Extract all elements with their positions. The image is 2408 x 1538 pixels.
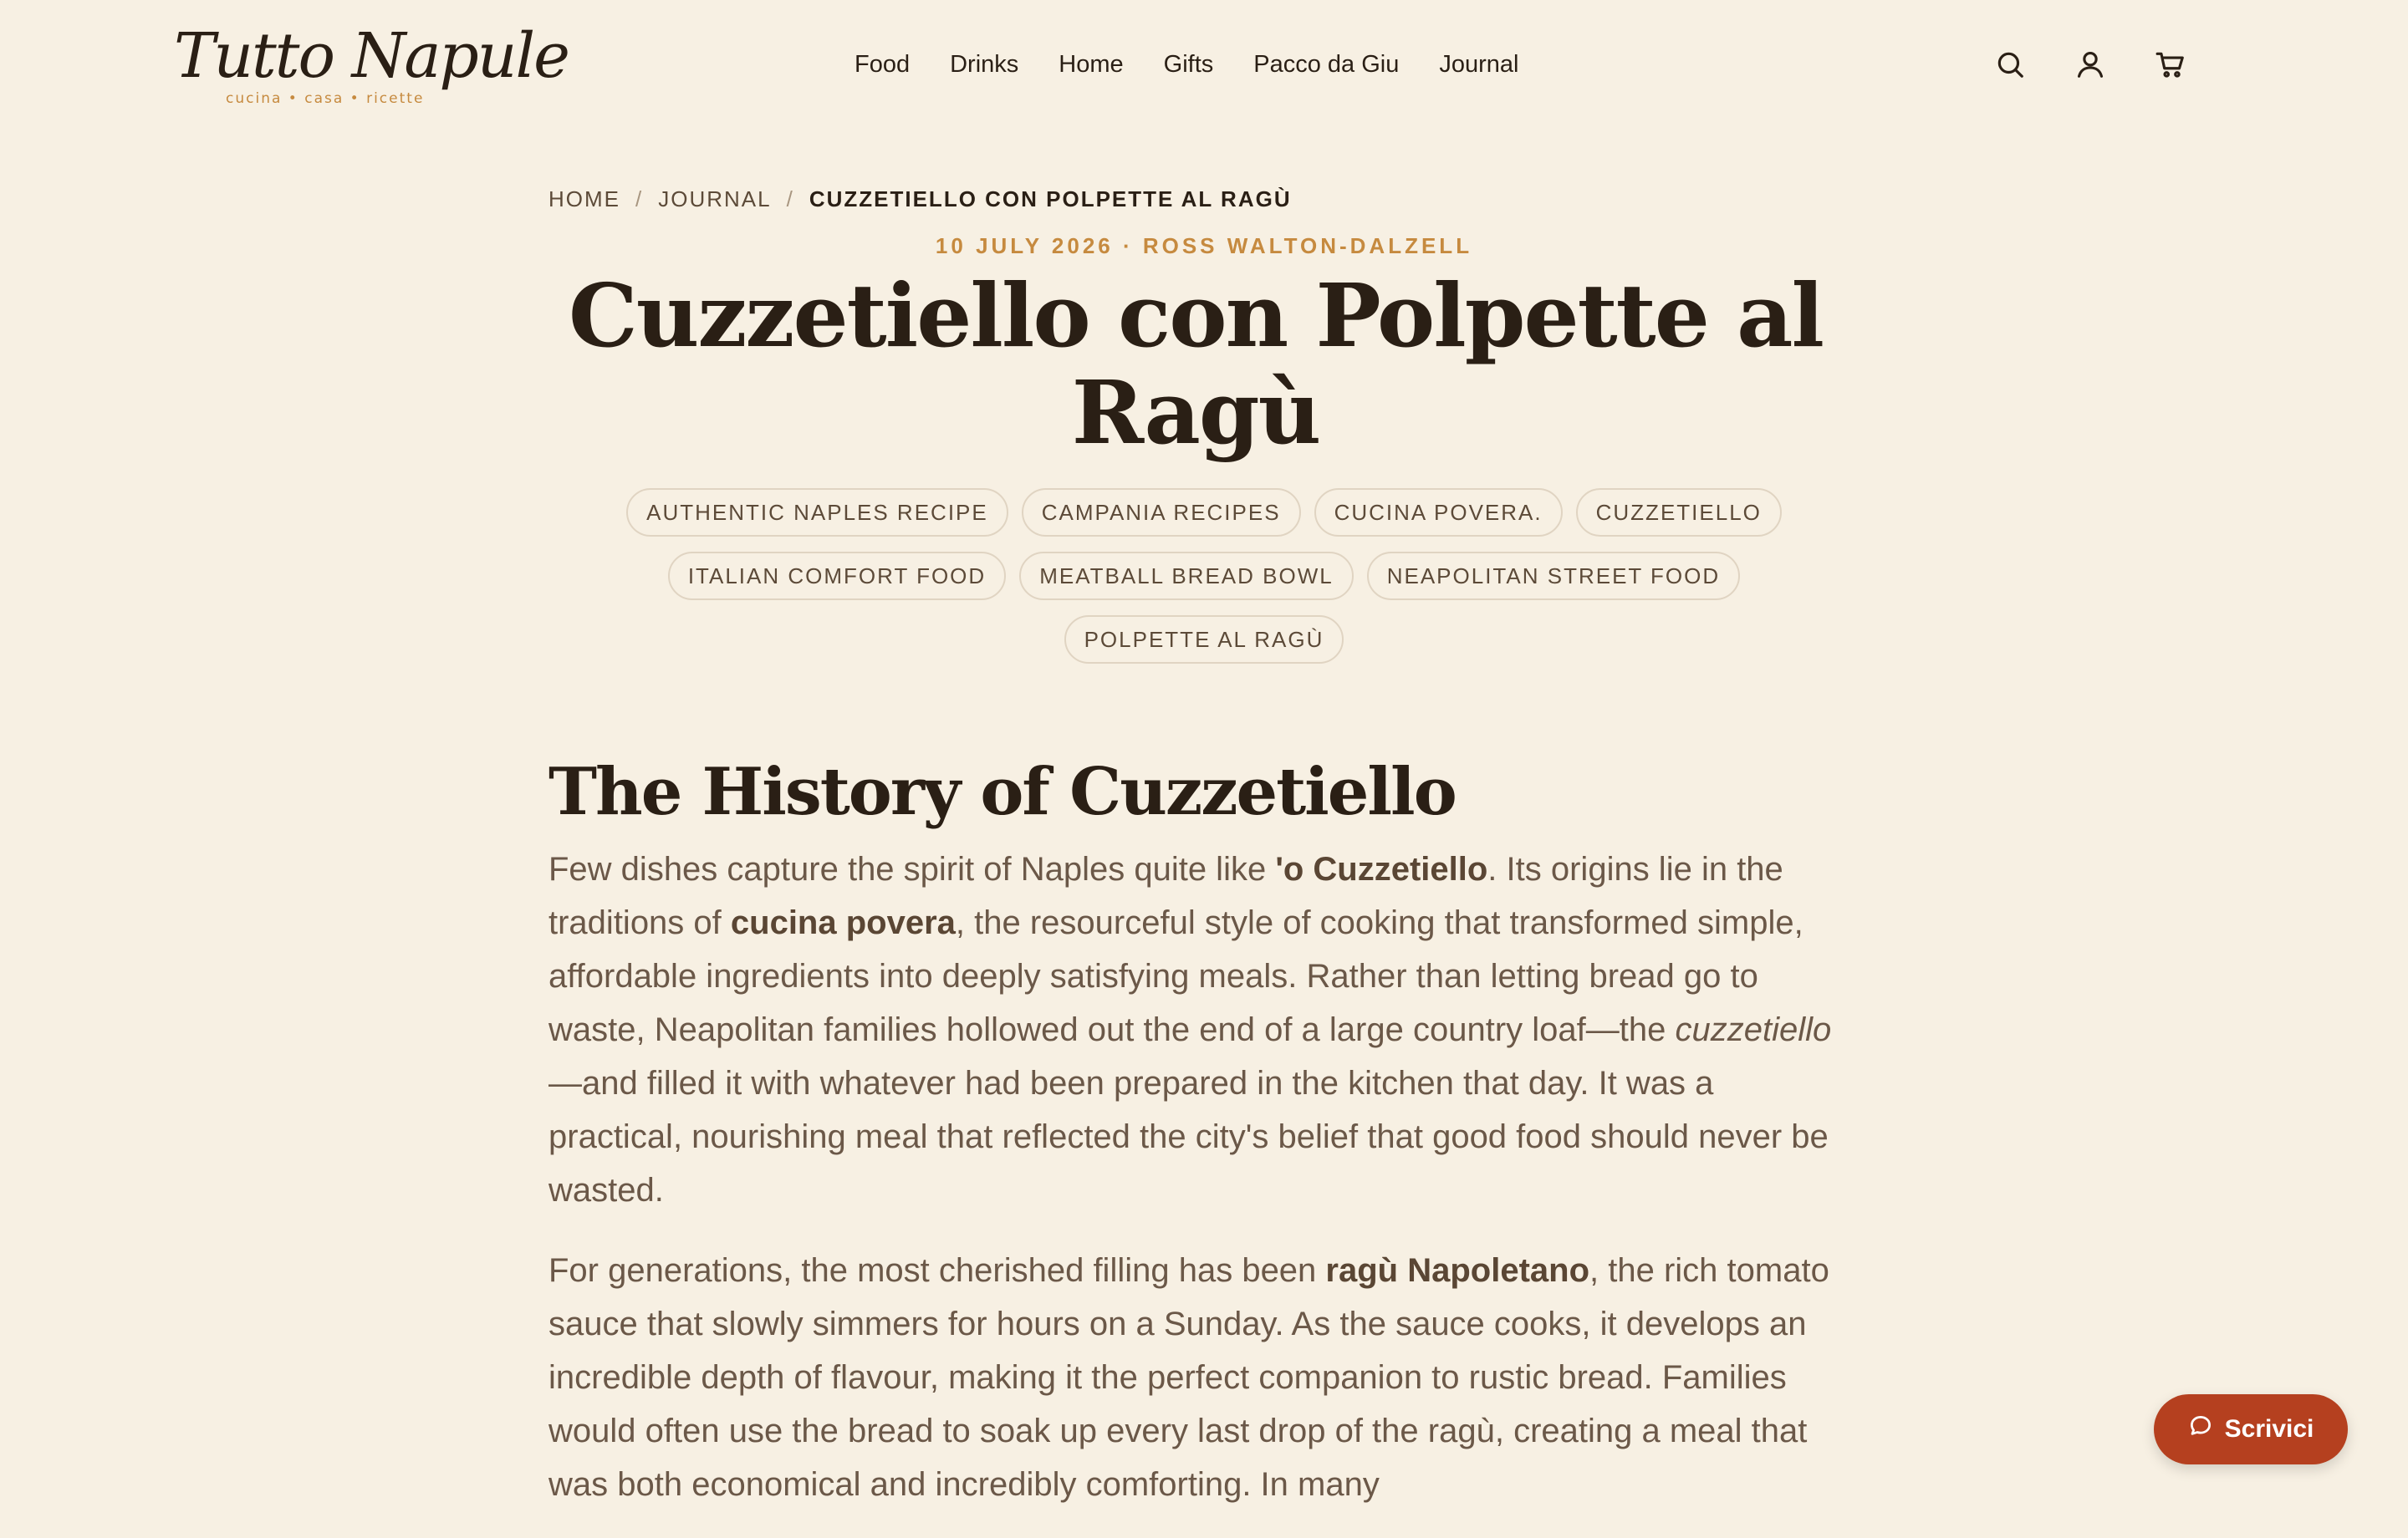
- nav-item-drinks[interactable]: Drinks: [950, 51, 1019, 78]
- article-body: [548, 742, 1853, 1538]
- breadcrumb-separator: /: [635, 186, 644, 211]
- tag-cucina-povera[interactable]: CUCINA POVERA.: [1314, 488, 1563, 537]
- nav-item-gifts[interactable]: Gifts: [1163, 51, 1214, 78]
- article-title: Cuzzetiello con Polpette al Ragù: [568, 264, 1823, 464]
- logo-tagline: cucina • casa • ricette: [226, 90, 425, 107]
- tag-cuzzetiello[interactable]: CUZZETIELLO: [1576, 488, 1782, 537]
- article-paragraph: For generations, the most cherished filling has been ragù Napoletano, the rich tomato sauce that slowly simmers for hours on a Sunday. As the sauce cooks, it develops an incredible depth of flavour, making it the perfect companion to rustic bread. Families would often use the bread to soak up every last drop of the ragù, creating a meal that was both economical and incredibly comforting. In many: [548, 1252, 1829, 1503]
- article-paragraph: Few dishes capture the spirit of Naples quite like 'o Cuzzetiello. Its origins lie in the traditions of cucina povera, the resourceful style of cooking that transformed simple, affordable ingredients into deeply satisfying meals. Rather than letting bread go to waste, Neapolitan families hollowed out the end of a large country loaf—the cuzzetiello—and filled it with whatever had been prepared in the kitchen that day. It was a practical, nourishing meal that reflected the city's belief that good food should never be wasted.: [548, 851, 1832, 1209]
- tag-polpette-al-ragu[interactable]: POLPETTE AL RAGÙ: [1064, 615, 1344, 664]
- tag-meatball-bread-bowl[interactable]: MEATBALL BREAD BOWL: [1019, 552, 1354, 600]
- nav-item-home[interactable]: Home: [1059, 51, 1124, 78]
- breadcrumb-separator: /: [786, 186, 794, 211]
- site-header: [0, 0, 2408, 125]
- tag-authentic-naples-recipe[interactable]: AUTHENTIC NAPLES RECIPE: [626, 488, 1008, 537]
- search-icon[interactable]: [1993, 43, 2027, 85]
- tag-campania-recipes[interactable]: CAMPANIA RECIPES: [1022, 488, 1301, 537]
- chat-button-label: Scrivici: [2224, 1415, 2314, 1443]
- header-actions: [1993, 43, 2187, 85]
- nav-item-pacco-da-giu[interactable]: Pacco da Giu: [1253, 51, 1400, 78]
- cart-icon[interactable]: [2154, 43, 2187, 85]
- tag-italian-comfort-food[interactable]: ITALIAN COMFORT FOOD: [668, 552, 1006, 600]
- chat-bubble-icon: [2188, 1413, 2213, 1445]
- article-meta: 10 JULY 2026 · ROSS WALTON-DALZELL: [935, 233, 1473, 258]
- breadcrumb: [548, 182, 1292, 216]
- account-icon[interactable]: [2074, 43, 2107, 85]
- breadcrumb-home[interactable]: HOME: [548, 186, 620, 211]
- breadcrumb-current: CUZZETIELLO CON POLPETTE AL RAGÙ: [809, 186, 1292, 211]
- tag-neapolitan-street-food[interactable]: NEAPOLITAN STREET FOOD: [1367, 552, 1740, 600]
- nav-item-food[interactable]: Food: [855, 51, 911, 78]
- tag-list: [619, 488, 1789, 679]
- nav-item-journal[interactable]: Journal: [1439, 51, 1519, 78]
- logo-wordmark: Tutto Napule: [174, 20, 569, 92]
- breadcrumb-journal[interactable]: JOURNAL: [658, 186, 772, 211]
- section-heading: The History of Cuzzetiello: [548, 754, 1456, 830]
- chat-button[interactable]: [2154, 1394, 2348, 1464]
